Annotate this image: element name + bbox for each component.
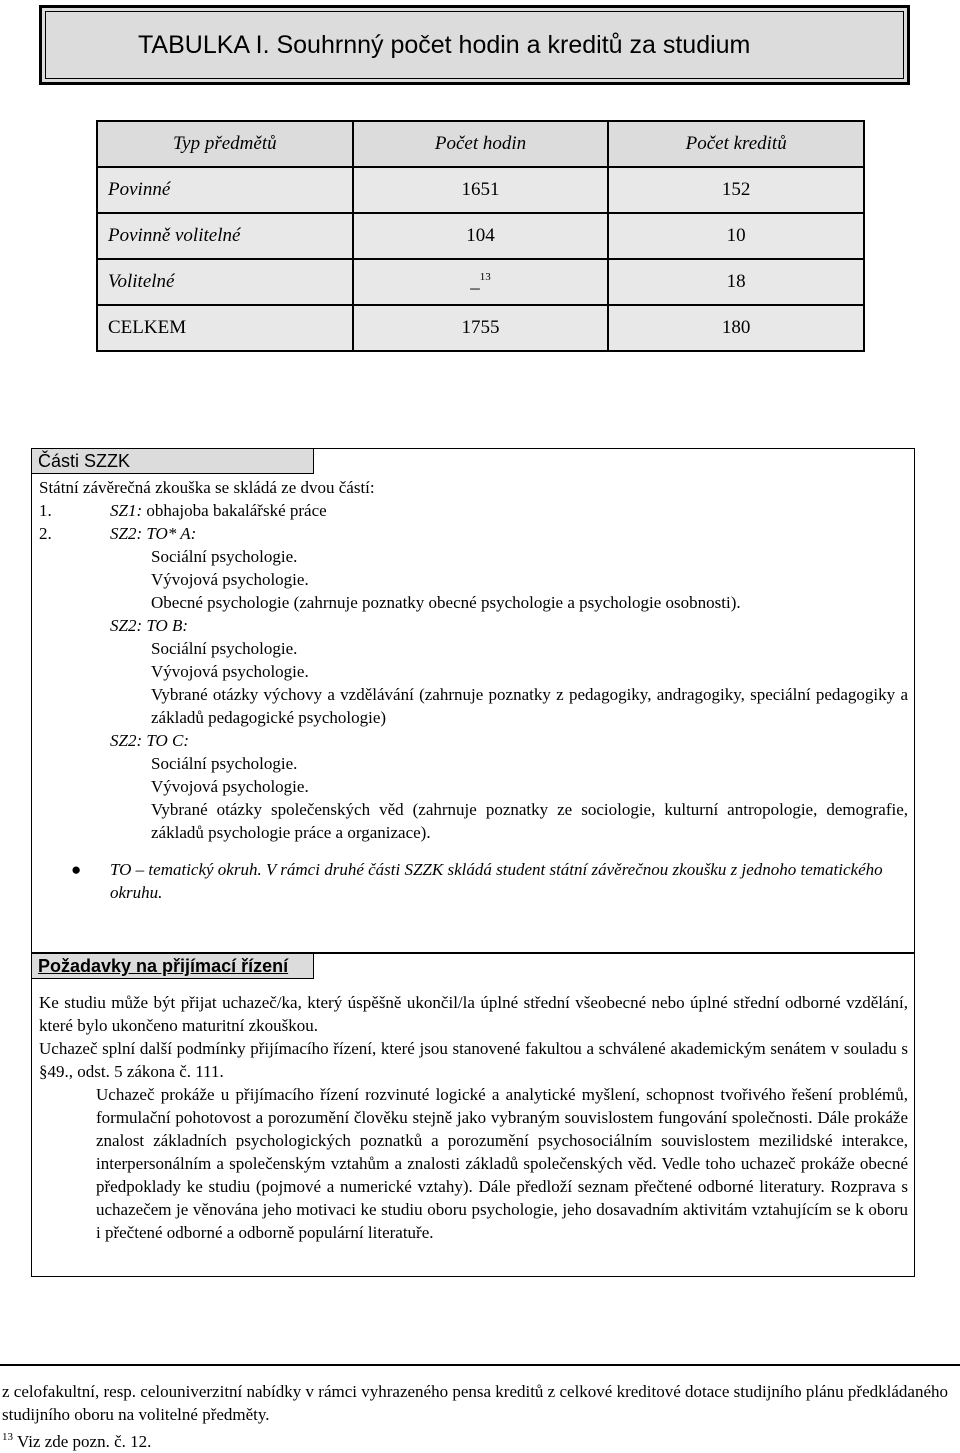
row-hours: 1755 xyxy=(353,305,609,351)
row-credits: 18 xyxy=(608,259,864,305)
abbreviation-note xyxy=(39,858,908,904)
row-hours xyxy=(353,259,609,305)
table-row xyxy=(97,213,864,259)
admission-body xyxy=(39,991,908,1244)
list-item: Sociální psychologie. xyxy=(151,754,298,773)
to-a-heading: SZ2: TO* A: xyxy=(110,524,197,543)
to-c-heading xyxy=(39,729,908,752)
list-item: Vývojová psychologie. xyxy=(151,662,309,681)
row-credits: 180 xyxy=(608,305,864,351)
admission-paragraph: Uchazeč splní další podmínky přijímacího řízení, které jsou stanovené fakultou a schválené akademickým senátem v souladu s §49., odst. 5 zákona č. 111. xyxy=(39,1039,908,1081)
to-b-heading-text: SZ2: TO B: xyxy=(110,616,189,635)
list-item: Vybrané otázky výchovy a vzdělávání (zahrnuje poznatky z pedagogiky, andragogiky, speciální pedagogiky a základů pedagogické psychologie) xyxy=(151,685,908,727)
szzk-intro: Státní závěrečná zkouška se skládá ze dvou částí: xyxy=(39,478,375,497)
list-item: Vývojová psychologie. xyxy=(151,570,309,589)
szzk-section xyxy=(31,448,915,953)
szzk-body xyxy=(39,476,908,904)
hours-value: _ xyxy=(470,271,480,292)
note-text: TO – tematický okruh. V rámci druhé části SZZK skládá student státní závěrečnou zkoušku z jednoho tematického okruhu. xyxy=(110,860,883,902)
title-box xyxy=(39,5,910,85)
header-credits: Počet kreditů xyxy=(608,121,864,167)
table-row xyxy=(97,305,864,351)
row-hours: 104 xyxy=(353,213,609,259)
item-code: SZ1: xyxy=(110,501,143,520)
to-c-heading-text: SZ2: TO C: xyxy=(110,731,190,750)
szzk-label: Části SZZK xyxy=(32,449,314,474)
footnote-continuation: z celofakultní, resp. celouniverzitní nabídky v rámci vyhrazeného pensa kreditů z celkové kreditové dotace studijního plánu předkládaného studijního oboru na volitelné předměty. xyxy=(2,1382,948,1424)
list-item: Vybrané otázky společenských věd (zahrnuje poznatky ze sociologie, kulturní antropologie, demografie, základů psychologie práce a organizace). xyxy=(151,800,908,842)
item-number: 1. xyxy=(39,501,52,520)
row-label: Povinné xyxy=(97,167,353,213)
table-row xyxy=(97,167,864,213)
list-item: Obecné psychologie (zahrnuje poznatky obecné psychologie a psychologie osobnosti). xyxy=(151,593,741,612)
row-hours: 1651 xyxy=(353,167,609,213)
footnote-ref[interactable]: 13 xyxy=(479,271,491,283)
footnotes xyxy=(0,1364,960,1453)
page-title: TABULKA I. Souhrnný počet hodin a kreditů za studium xyxy=(45,11,904,79)
admission-paragraph: Uchazeč prokáže u přijímacího řízení rozvinuté logické a analytické myšlení, schopnost tvořivého řešení problémů, formulační pohotovost a porozumění člověku stejně jako vybraným souvislostem fungování společnosti. Dále prokáže znalost základních psychologických poznatků a porozumění psychosociálním souvislostem mezilidské interakce, interpersonálním a společenským vztahům a znalosti základů společenských věd. Vedle toho uchazeč prokáže obecné předpoklady ke studiu (pojmové a numerické vztahy). Dále předloží seznam přečtené odborné literatury. Rozprava s uchazečem je věnována jeho motivaci ke studiu oboru psychologie, jeho dosavadním aktivitám vztahujícím se k oboru i přečtené odborné a odborně populární literatuře. xyxy=(96,1085,908,1242)
summary-table xyxy=(96,120,865,352)
item-text: obhajoba bakalářské práce xyxy=(142,501,327,520)
item-number: 2. xyxy=(39,524,52,543)
table-header-row xyxy=(97,121,864,167)
list-item: Vývojová psychologie. xyxy=(151,777,309,796)
row-label: Volitelné xyxy=(97,259,353,305)
row-label: CELKEM xyxy=(97,305,353,351)
header-hours: Počet hodin xyxy=(353,121,609,167)
bullet-icon: ● xyxy=(71,860,82,879)
row-label: Povinně volitelné xyxy=(97,213,353,259)
admission-paragraph: Ke studiu může být přijat uchazeč/ka, který úspěšně ukončil/la úplné střední všeobecné nebo úplné střední odborné vzdělání, které bylo ukončeno maturitní zkouškou. xyxy=(39,993,908,1035)
list-item: Sociální psychologie. xyxy=(151,639,298,658)
footnote-13 xyxy=(2,1426,958,1453)
header-subject-type: Typ předmětů xyxy=(97,121,353,167)
szzk-item-1 xyxy=(39,499,908,522)
to-b-heading xyxy=(39,614,908,637)
admission-label: Požadavky na přijímací řízení xyxy=(32,954,314,979)
admission-section xyxy=(31,953,915,1277)
table-row xyxy=(97,259,864,305)
footnote-number: 13 xyxy=(2,1431,13,1443)
row-credits: 152 xyxy=(608,167,864,213)
footnote-text: Viz zde pozn. č. 12. xyxy=(13,1432,152,1451)
row-credits: 10 xyxy=(608,213,864,259)
list-item: Sociální psychologie. xyxy=(151,547,298,566)
szzk-item-2 xyxy=(39,522,908,545)
